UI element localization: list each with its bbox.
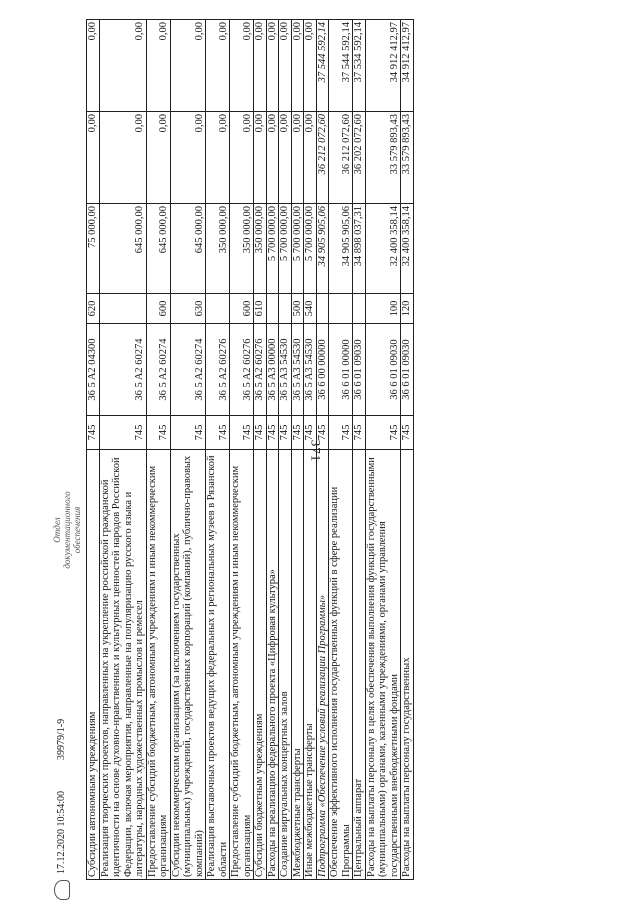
footer-datetime: 17.12.2020 10:54:00 xyxy=(56,790,67,874)
row-amount-2023: 0,00 xyxy=(266,20,279,112)
row-amount-2021: 350 000,00 xyxy=(206,204,230,294)
row-grbs: 745 xyxy=(304,416,317,450)
row-name: Расходы на реализацию федерального проекта «Цифровая культура» xyxy=(266,450,279,880)
row-amount-2023: 0,00 xyxy=(304,20,317,112)
row-amount-2022: 0,00 xyxy=(230,112,254,204)
row-vr: 120 xyxy=(401,294,414,324)
row-grbs: 745 xyxy=(99,416,146,450)
row-amount-2021: 350 000,00 xyxy=(230,204,254,294)
table-row xyxy=(206,20,230,880)
row-amount-2021: 75 000,00 xyxy=(87,204,100,294)
table-row xyxy=(279,20,292,880)
row-csr: 36 6 01 09030 xyxy=(353,324,366,416)
row-amount-2023: 34 912 412,97 xyxy=(401,20,414,112)
row-name: Подпрограмма «Обеспечение условий реализации Программы» xyxy=(316,450,329,880)
row-name: Расходы на выплаты персоналу государственных xyxy=(401,450,414,880)
row-amount-2022: 0,00 xyxy=(206,112,230,204)
row-name: Субсидии автономным учреждениям xyxy=(87,450,100,880)
table-row xyxy=(87,20,100,880)
row-vr: 630 xyxy=(170,294,206,324)
row-name: Субсидии некоммерческим организациям (за исключением государственных (муниципальных) учреждений, государственных корпораций (компаний), публично-правовых компаний) xyxy=(170,450,206,880)
row-csr: 36 5 A2 04300 xyxy=(87,324,100,416)
row-grbs: 745 xyxy=(401,416,414,450)
row-amount-2023: 37 544 592,14 xyxy=(329,20,353,112)
row-amount-2023: 0,00 xyxy=(146,20,170,112)
table-row xyxy=(146,20,170,880)
footer-department: Отдел документационного обеспечения xyxy=(52,491,82,569)
budget-table-body xyxy=(87,20,414,880)
row-vr: 500 xyxy=(291,294,304,324)
row-amount-2022: 36 212 072,60 xyxy=(329,112,353,204)
row-grbs: 745 xyxy=(353,416,366,450)
row-grbs: 745 xyxy=(146,416,170,450)
row-amount-2022: 36 202 072,60 xyxy=(353,112,366,204)
row-csr: 36 5 A2 60274 xyxy=(99,324,146,416)
logo-icon xyxy=(54,880,70,900)
row-grbs: 745 xyxy=(254,416,267,450)
row-grbs: 745 xyxy=(230,416,254,450)
row-amount-2021: 645 000,00 xyxy=(99,204,146,294)
row-amount-2023: 37 544 592,14 xyxy=(316,20,329,112)
row-amount-2022: 36 212 072,60 xyxy=(316,112,329,204)
row-amount-2021: 34 905 905,06 xyxy=(316,204,329,294)
footer xyxy=(52,410,82,900)
row-amount-2022: 33 579 893,43 xyxy=(401,112,414,204)
row-grbs: 745 xyxy=(170,416,206,450)
row-amount-2023: 0,00 xyxy=(87,20,100,112)
row-name: Расходы на выплаты персоналу в целях обеспечения выполнения функций государственными (муниципальными) органами, казенными учреждениями, органами управления государственными внебюджетными фондами xyxy=(365,450,401,880)
row-amount-2023: 0,00 xyxy=(291,20,304,112)
budget-table-rotated xyxy=(86,20,576,880)
row-amount-2021: 32 400 358,14 xyxy=(365,204,401,294)
row-csr: 36 6 01 09030 xyxy=(401,324,414,416)
row-grbs: 745 xyxy=(329,416,353,450)
table-row xyxy=(365,20,401,880)
row-name: Иные межбюджетные трансферты xyxy=(304,450,317,880)
row-amount-2021: 5 700 000,00 xyxy=(304,204,317,294)
row-vr: 600 xyxy=(146,294,170,324)
row-name: Субсидии бюджетным учреждениям xyxy=(254,450,267,880)
table-row xyxy=(353,20,366,880)
row-amount-2023: 0,00 xyxy=(279,20,292,112)
row-vr: 610 xyxy=(254,294,267,324)
footer-doc-code: 39979/1-9 xyxy=(56,718,67,760)
row-amount-2023: 0,00 xyxy=(99,20,146,112)
row-amount-2021: 350 000,00 xyxy=(254,204,267,294)
table-row xyxy=(291,20,304,880)
row-csr: 36 5 A3 54530 xyxy=(304,324,317,416)
row-csr: 36 5 A2 60276 xyxy=(254,324,267,416)
row-amount-2023: 0,00 xyxy=(206,20,230,112)
row-csr: 36 5 A2 60276 xyxy=(206,324,230,416)
row-amount-2023: 34 912 412,97 xyxy=(365,20,401,112)
row-name: Центральный аппарат xyxy=(353,450,366,880)
row-amount-2022: 33 579 893,43 xyxy=(365,112,401,204)
row-amount-2023: 0,00 xyxy=(254,20,267,112)
row-name: Создание виртуальных концертных залов xyxy=(279,450,292,880)
row-grbs: 745 xyxy=(279,416,292,450)
row-csr: 36 5 A3 54530 xyxy=(279,324,292,416)
row-amount-2021: 34 898 037,31 xyxy=(353,204,366,294)
row-vr xyxy=(316,294,329,324)
row-amount-2021: 5 700 000,00 xyxy=(279,204,292,294)
row-amount-2022: 0,00 xyxy=(254,112,267,204)
row-grbs: 745 xyxy=(206,416,230,450)
row-amount-2021: 34 905 905,06 xyxy=(329,204,353,294)
page-number: 371 xyxy=(308,439,324,463)
row-vr xyxy=(353,294,366,324)
row-vr xyxy=(206,294,230,324)
row-amount-2021: 5 700 000,00 xyxy=(291,204,304,294)
row-amount-2022: 0,00 xyxy=(279,112,292,204)
row-name: Предоставление субсидий бюджетным, автономным учреждениям и иным некоммерческим организациям xyxy=(230,450,254,880)
row-csr: 36 5 A2 60274 xyxy=(146,324,170,416)
table-row xyxy=(99,20,146,880)
row-amount-2023: 0,00 xyxy=(230,20,254,112)
row-vr xyxy=(279,294,292,324)
row-csr: 36 5 A3 00000 xyxy=(266,324,279,416)
row-csr: 36 5 A2 60274 xyxy=(170,324,206,416)
table-row xyxy=(304,20,317,880)
row-csr: 36 6 00 00000 xyxy=(316,324,329,416)
row-amount-2023: 37 534 592,14 xyxy=(353,20,366,112)
row-name: Реализация выставочных проектов ведущих федеральных и региональных музеев в Рязанской области xyxy=(206,450,230,880)
row-name: Обеспечение эффективного исполнения государственных функций в сфере реализации Программы xyxy=(329,450,353,880)
row-amount-2022: 0,00 xyxy=(291,112,304,204)
row-grbs: 745 xyxy=(266,416,279,450)
table-row xyxy=(170,20,206,880)
row-name: Реализация творческих проектов, направленных на укрепление российской гражданской идентичности на основе духовно-нравственных и культурных ценностей народов Российской Федерации, включая мероприятия, направленные на популяризацию русского языка и литературы, народных художественных промыслов и ремесел xyxy=(99,450,146,880)
table-row xyxy=(266,20,279,880)
row-vr xyxy=(99,294,146,324)
row-amount-2022: 0,00 xyxy=(266,112,279,204)
row-vr xyxy=(266,294,279,324)
row-grbs: 745 xyxy=(365,416,401,450)
row-vr: 600 xyxy=(230,294,254,324)
row-csr: 36 6 01 00000 xyxy=(329,324,353,416)
row-amount-2023: 0,00 xyxy=(170,20,206,112)
row-amount-2021: 645 000,00 xyxy=(170,204,206,294)
row-grbs: 745 xyxy=(87,416,100,450)
row-amount-2022: 0,00 xyxy=(99,112,146,204)
table-row xyxy=(254,20,267,880)
row-amount-2021: 5 700 000,00 xyxy=(266,204,279,294)
row-amount-2022: 0,00 xyxy=(170,112,206,204)
row-csr: 36 5 A3 54530 xyxy=(291,324,304,416)
row-name: Предоставление субсидий бюджетным, автономным учреждениям и иным некоммерческим организациям xyxy=(146,450,170,880)
row-vr: 100 xyxy=(365,294,401,324)
row-amount-2021: 645 000,00 xyxy=(146,204,170,294)
table-row xyxy=(230,20,254,880)
row-vr: 620 xyxy=(87,294,100,324)
row-csr: 36 5 A2 60276 xyxy=(230,324,254,416)
table-row xyxy=(401,20,414,880)
row-amount-2022: 0,00 xyxy=(146,112,170,204)
table-row xyxy=(316,20,329,880)
row-grbs: 745 xyxy=(291,416,304,450)
table-row xyxy=(329,20,353,880)
budget-table xyxy=(86,19,414,880)
row-grbs: 745 xyxy=(316,416,329,450)
row-name: Межбюджетные трансферты xyxy=(291,450,304,880)
row-amount-2021: 32 400 358,14 xyxy=(401,204,414,294)
row-csr: 36 6 01 09030 xyxy=(365,324,401,416)
row-amount-2022: 0,00 xyxy=(304,112,317,204)
row-vr: 540 xyxy=(304,294,317,324)
row-amount-2022: 0,00 xyxy=(87,112,100,204)
row-vr xyxy=(329,294,353,324)
